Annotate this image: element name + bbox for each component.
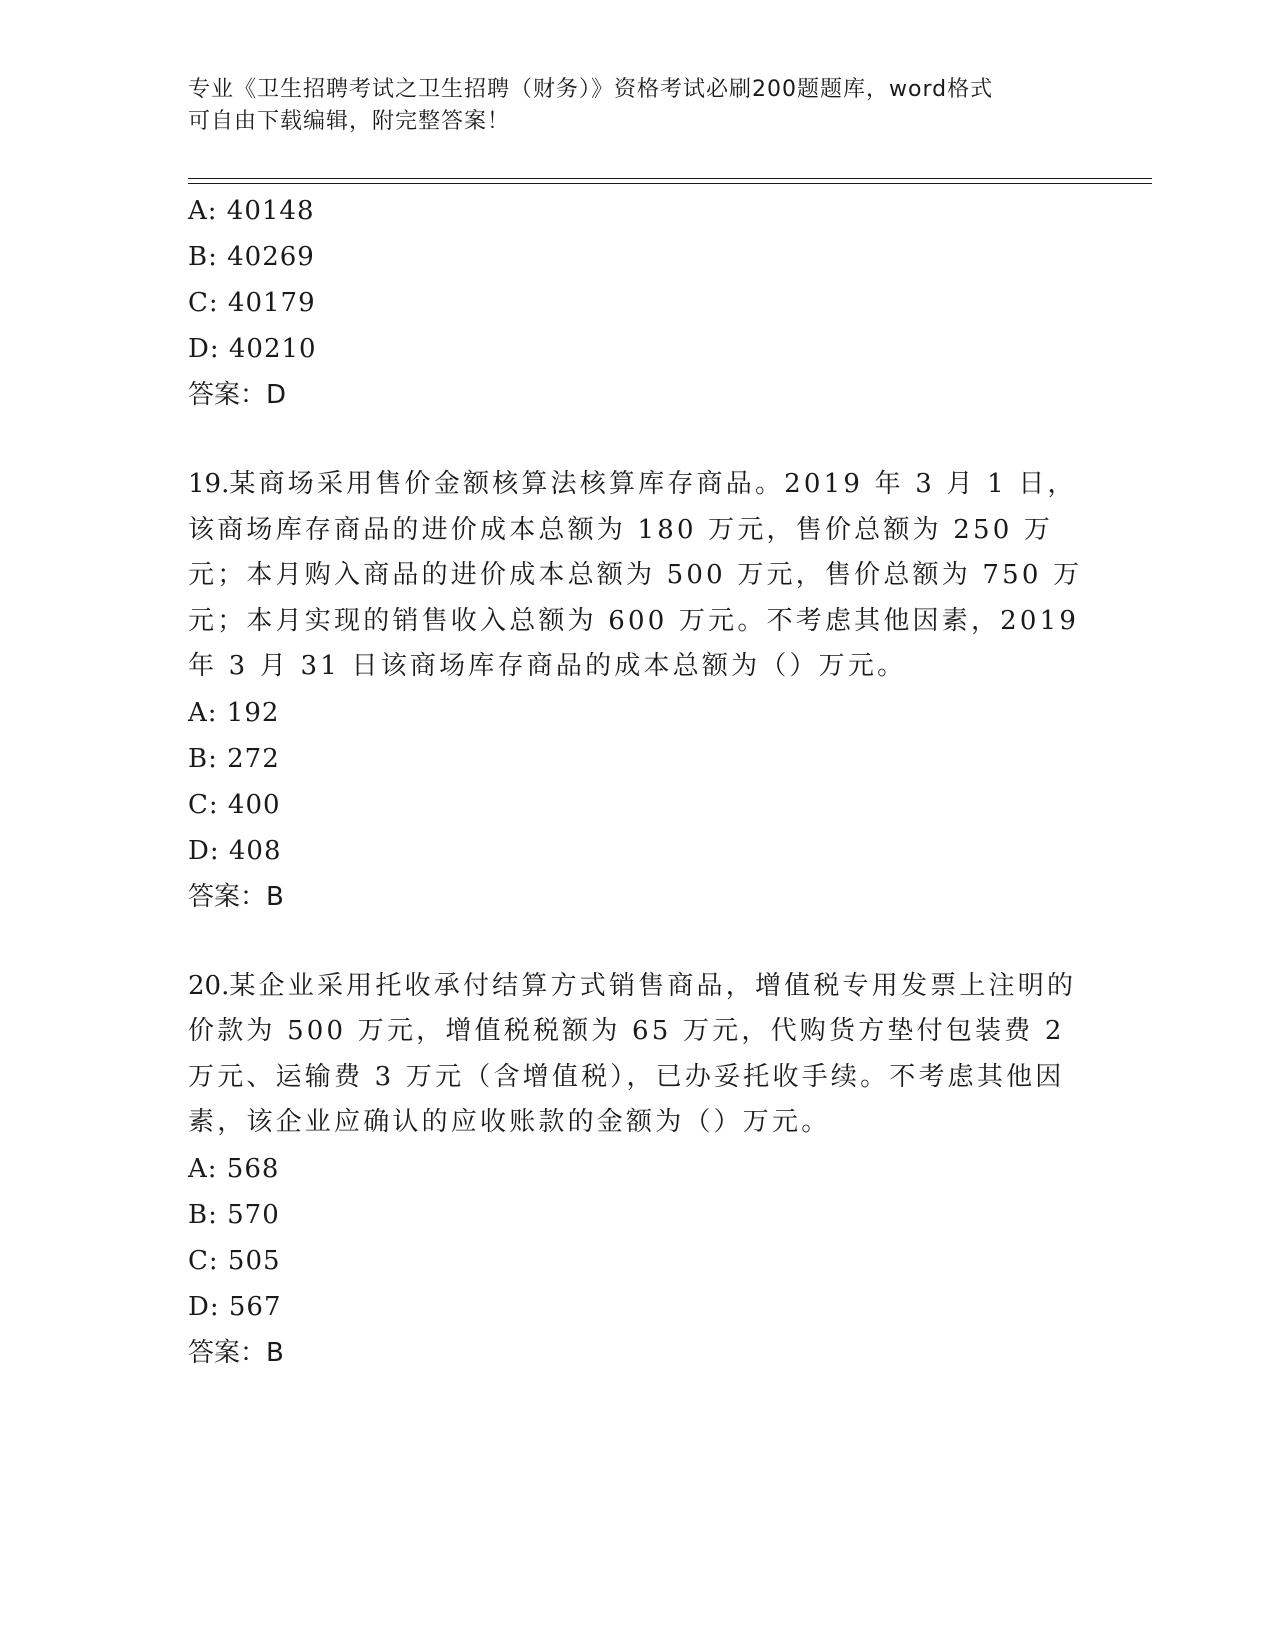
question-text [188,964,1088,1146]
option-c: C: 400 [188,789,281,820]
question-content [188,188,1088,1376]
question-20 [188,964,1088,1376]
option-d: D: 408 [188,835,282,866]
answer-line: 答案：D [188,380,287,410]
option-c: C: 505 [188,1245,281,1276]
question-number: 19. [188,469,230,499]
question-stem: 某商场采用售价金额核算法核算库存商品。2019 年 3 月 1 日，该商场库存商品的进价成本总额为 180 万元，售价总额为 250 万元；本月购入商品的进价成本总额为 500 万元，售价总额为 750 万元；本月实现的销售收入总额为 600 万元。不考虑其他因素，2019 年 3 月 31 日该商场库存商品的成本总额为（）万元。 [188,469,1083,681]
option-b: B: 570 [188,1199,280,1230]
option-a: A: 40148 [188,196,315,226]
document-header [188,74,1088,138]
answer-line: 答案：B [188,881,284,912]
option-d: D: 40210 [188,334,317,364]
header-divider-bottom [188,183,1152,184]
option-d: D: 567 [188,1291,282,1322]
question-19 [188,462,1088,920]
option-a: A: 568 [188,1153,280,1184]
header-line-2: 可自由下载编辑，附完整答案！ [188,109,511,134]
question-text [188,462,1088,690]
question-number: 20. [188,970,230,1001]
header-line-1: 专业《卫生招聘考试之卫生招聘（财务）》资格考试必刷200题题库，word格式 [188,77,994,102]
option-b: B: 272 [188,743,280,774]
option-b: B: 40269 [188,242,315,272]
answer-line: 答案：B [188,1337,284,1368]
header-divider-top [188,178,1152,179]
option-c: C: 40179 [188,288,316,318]
previous-question-options [188,188,1088,418]
option-a: A: 192 [188,697,280,728]
question-stem: 某企业采用托收承付结算方式销售商品，增值税专用发票上注明的价款为 500 万元，增值税税额为 65 万元，代购货方垫付包装费 2 万元、运输费 3 万元（含增值税），已办妥托收手续。不考虑其他因素，该企业应确认的应收账款的金额为（）万元。 [188,970,1077,1137]
